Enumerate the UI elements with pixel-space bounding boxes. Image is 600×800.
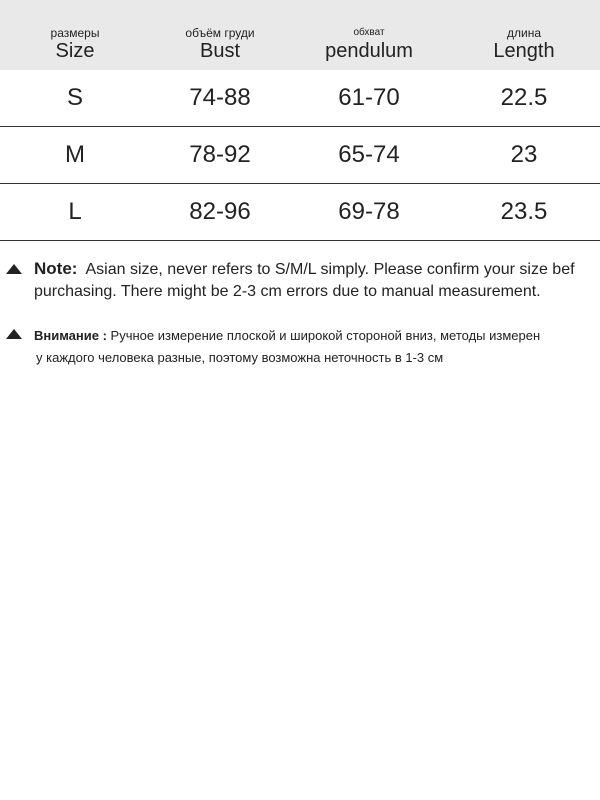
- header-length-ru: длина: [506, 26, 541, 40]
- header-pendulum-en: pendulum: [325, 40, 413, 62]
- cell-size: L: [68, 198, 82, 225]
- header-bust: [150, 0, 290, 70]
- note-en-text1: Asian size, never refers to S/M/L simply. Please confirm your size bef: [85, 261, 575, 278]
- cell-bust: 78-92: [189, 141, 251, 168]
- header-pendulum-ru: обхват: [353, 27, 385, 38]
- note-ru-line1: [34, 325, 600, 347]
- cell-size: M: [65, 141, 85, 168]
- size-table: [0, 0, 600, 241]
- note-ru-text1: Ручное измерение плоской и широкой стороной вниз, методы измерен: [110, 328, 541, 343]
- header-length: [448, 0, 600, 70]
- cell-length: 23.5: [500, 198, 548, 225]
- cell-bust: 74-88: [189, 84, 251, 111]
- header-size: [0, 0, 150, 70]
- header-bust-ru: объём груди: [185, 26, 255, 40]
- note-english: [6, 258, 600, 303]
- table-row: [0, 70, 600, 127]
- cell-length: 23: [510, 141, 538, 168]
- note-ru-label: Внимание :: [34, 328, 107, 343]
- header-bust-en: Bust: [199, 40, 241, 62]
- warning-triangle-icon: [6, 264, 22, 274]
- header-pendulum: [290, 0, 448, 70]
- note-en-line1: [34, 258, 600, 281]
- note-en-line2: purchasing. There might be 2-3 cm errors due to manual measurement.: [34, 283, 541, 300]
- note-en-label: Note:: [34, 259, 78, 278]
- cell-size: S: [66, 84, 83, 111]
- table-header: [0, 0, 600, 70]
- table-row: [0, 184, 600, 241]
- header-size-ru: размеры: [50, 26, 100, 40]
- table-row: [0, 127, 600, 184]
- cell-pendulum: 61-70: [338, 84, 400, 111]
- note-russian: [6, 325, 600, 369]
- header-size-en: Size: [55, 40, 95, 62]
- cell-pendulum: 65-74: [338, 141, 400, 168]
- cell-pendulum: 69-78: [338, 198, 400, 225]
- note-ru-line2: у каждого человека разные, поэтому возможна неточность в 1-3 см: [36, 350, 444, 365]
- notes-section: [6, 258, 600, 369]
- warning-triangle-icon: [6, 329, 22, 339]
- cell-bust: 82-96: [189, 198, 251, 225]
- cell-length: 22.5: [500, 84, 548, 111]
- header-length-en: Length: [493, 40, 555, 62]
